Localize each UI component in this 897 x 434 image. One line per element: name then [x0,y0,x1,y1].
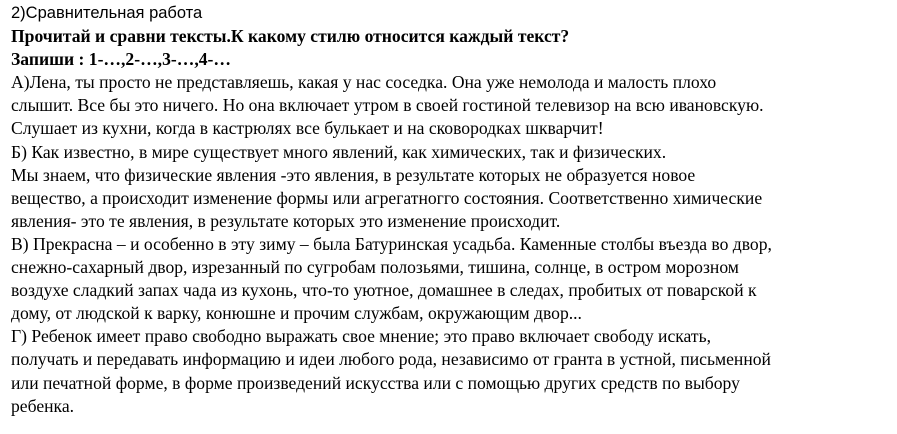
text-line: снежно-сахарный двор, изрезанный по сугробам полозьями, тишина, солнце, в остром морозном [11,257,739,278]
text-line: слышит. Все бы это ничего. Но она включает утром в своей гостиной телевизор на всю ивановскую. [11,95,764,116]
text-line: или печатной форме, в форме произведений искусства или с помощью других средств по выбору [11,372,740,393]
task-text: Прочитай и сравни тексты.К какому стилю относится каждый текст? [11,26,570,47]
text-line: ребенка. [11,395,75,416]
text-g [11,325,891,417]
text-line: Б) Как известно, в мире существует много явлений, как химических, так и физических. [11,141,667,162]
text-line: дому, от людской к варку, конюшне и прочим службам, окружающим двор... [11,303,582,324]
text-line: воздухе сладкий запах чада из кухонь, что-то уютное, домашнее в следах, пробитых от поварской к [11,280,757,301]
text-a [11,71,891,140]
text-line: Г) Ребенок имеет право свободно выражать свое мнение; это право включает свободу искать, [11,326,712,347]
section-heading: 2)Сравнительная работа [11,4,203,22]
text-v [11,233,891,325]
text-line: Мы знаем, что физические явления -это явления, в результате которых не образуется новое [11,164,696,185]
text-b [11,141,891,233]
text-line: вещество, а происходит изменение формы или агрегатногго состояния. Соответственно химические [11,187,763,208]
instruction-text: Запиши : 1-…,2-…,3-…,4-… [11,49,231,70]
text-line: получать и передавать информацию и идеи любого рода, независимо от гранта в устной, письменной [11,349,771,370]
text-line: А)Лена, ты просто не представляешь, какая у нас соседка. Она уже немолода и малость плохо [11,72,717,93]
text-line: явления- это те явления, в результате которых это изменение происходит. [11,210,561,231]
text-line: Слушает из кухни, когда в кастрюлях все булькает и на сковородках шкварчит! [11,118,604,139]
text-line: В) Прекрасна – и особенно в эту зиму – была Батуринская усадьба. Каменные столбы въезда во двор, [11,233,772,254]
document-page [11,2,891,418]
